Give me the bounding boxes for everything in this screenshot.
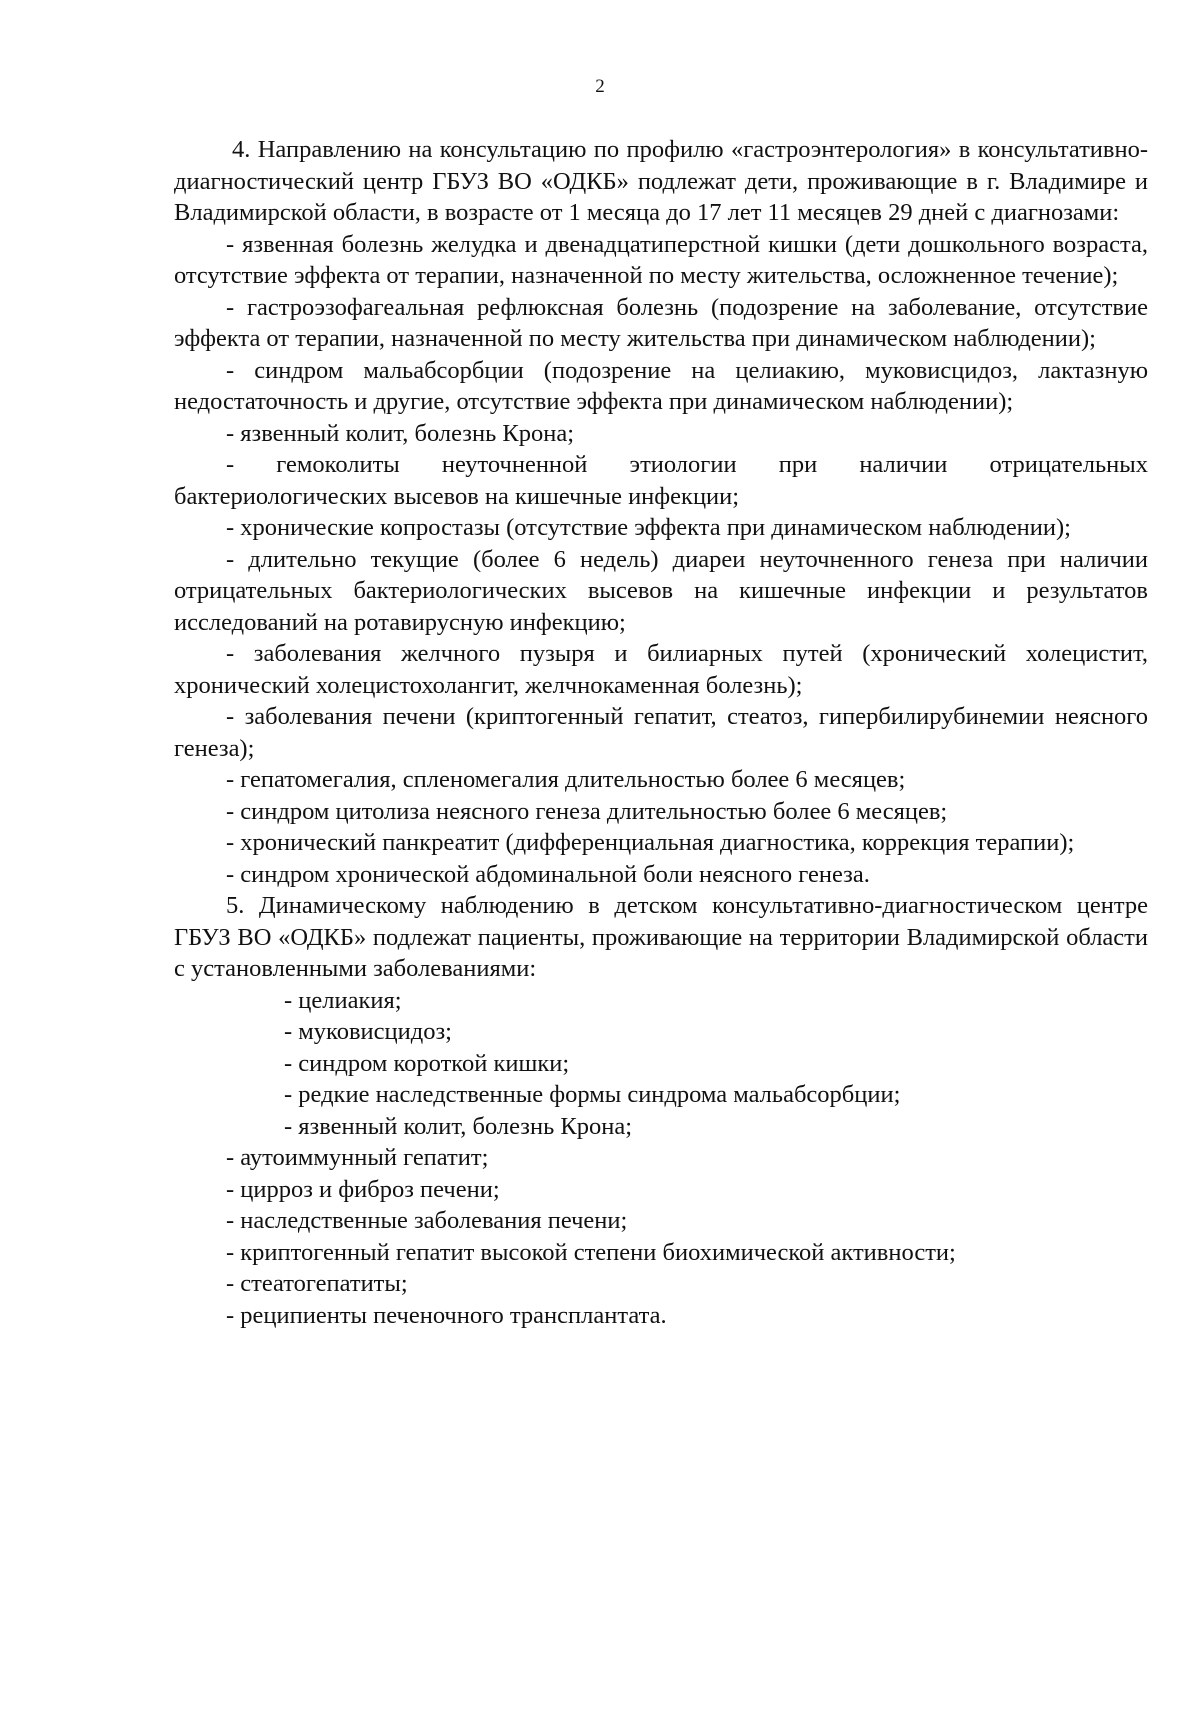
document-body (174, 134, 1148, 1331)
section-5-indented-item: - целиакия; (284, 986, 402, 1014)
section-4-intro: 4. Направлению на консультацию по профилю «гастроэнтерология» в консультативно-диагностический центр ГБУЗ ВО «ОДКБ» подлежат дети, проживающие в г. Владимире и Владимирской области, в возрасте от 1 месяца до 17 лет 11 месяцев 29 дней с диагнозами: (174, 136, 1148, 226)
section-4-item: - синдром цитолиза неясного генеза длительностью более 6 месяцев; (226, 797, 948, 825)
section-4-item: - язвенный колит, болезнь Крона; (226, 419, 575, 447)
section-5-indented-item: - редкие наследственные формы синдрома мальабсорбции; (284, 1081, 901, 1108)
section-5-item: - аутоиммунный гепатит; (226, 1144, 489, 1171)
section-5-item: - реципиенты печеночного трансплантата. (226, 1301, 667, 1329)
section-4-item: - длительно текущие (более 6 недель) диареи неуточненного генеза при наличии отрицательных бактериологических высевов на кишечные инфекции и результатов исследований на ротавирусную инфекцию; (174, 545, 1148, 636)
section-5-indented-item: - муковисцидоз; (284, 1018, 452, 1045)
section-5-indented-item: - синдром короткой кишки; (284, 1049, 570, 1077)
section-4-item: - хронические копростазы (отсутствие эффекта при динамическом наблюдении); (226, 514, 1071, 541)
page-number: 2 (595, 76, 605, 97)
section-4-item: - гемоколиты неуточненной этиологии при наличии отрицательных бактериологических высевов на кишечные инфекции; (174, 451, 1148, 510)
section-4-item: - гастроэзофагеальная рефлюксная болезнь (подозрение на заболевание, отсутствие эффекта от терапии, назначенной по месту жительства при динамическом наблюдении); (174, 293, 1148, 352)
section-4-item: - язвенная болезнь желудка и двенадцатиперстной кишки (дети дошкольного возраста, отсутствие эффекта от терапии, назначенной по месту жительства, осложненное течение); (174, 230, 1148, 289)
section-4-item: - синдром мальабсорбции (подозрение на целиакию, муковисцидоз, лактазную недостаточность и другие, отсутствие эффекта при динамическом наблюдении); (174, 356, 1148, 415)
section-4-item: - синдром хронической абдоминальной боли неясного генеза. (226, 860, 870, 888)
section-5-item: - наследственные заболевания печени; (226, 1207, 628, 1234)
section-5-item: - цирроз и фиброз печени; (226, 1175, 500, 1203)
section-5-item: - стеатогепатиты; (226, 1270, 408, 1297)
section-4-item: - заболевания печени (криптогенный гепатит, стеатоз, гипербилирубинемии неясного генеза); (174, 703, 1148, 762)
section-5-intro: 5. Динамическому наблюдению в детском консультативно-диагностическом центре ГБУЗ ВО «ОДКБ» подлежат пациенты, проживающие на территории Владимирской области с установленными заболеваниями: (174, 892, 1148, 982)
section-4-item: - заболевания желчного пузыря и билиарных путей (хронический холецистит, хронический холецистохолангит, желчнокаменная болезнь); (174, 640, 1148, 699)
section-4-item: - гепатомегалия, спленомегалия длительностью более 6 месяцев; (226, 766, 906, 793)
section-5-item: - криптогенный гепатит высокой степени биохимической активности; (226, 1238, 956, 1266)
section-4-item: - хронический панкреатит (дифференциальная диагностика, коррекция терапии); (226, 829, 1075, 856)
section-5-indented-item: - язвенный колит, болезнь Крона; (284, 1112, 633, 1140)
